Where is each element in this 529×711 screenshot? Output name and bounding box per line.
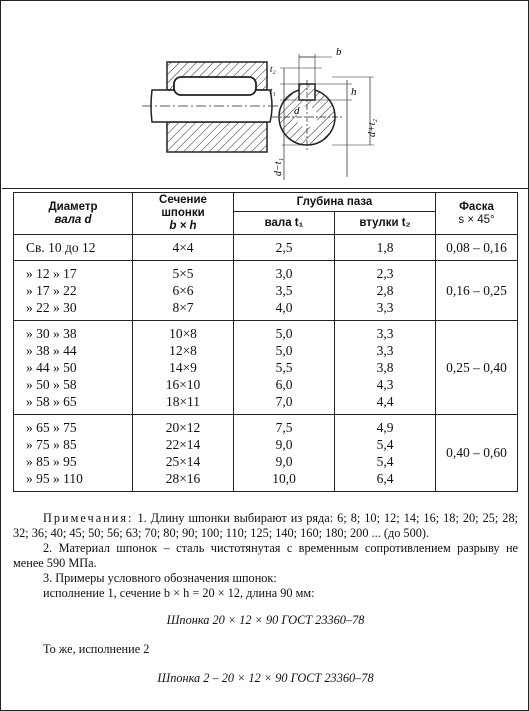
label-h: h (351, 86, 357, 98)
header-section (133, 193, 234, 235)
cell-shaft-depth: 4,0 (275, 300, 293, 315)
designation-1: Шпонка 20 × 12 × 90 ГОСТ 23360–78 (166, 613, 365, 627)
cell-shaft-depth: 9,0 (275, 454, 293, 469)
example-1: исполнение 1, сечение b × h = 20 × 12, длина 90 мм: (43, 586, 315, 600)
notes-title: Примечания: (43, 511, 134, 525)
cell-hub-depth: 1,8 (376, 240, 394, 255)
header-section-line3: b × h (169, 220, 197, 232)
cell-shaft-depth: 10,0 (272, 471, 296, 486)
cell-chamfer: 0,25 – 0,40 (436, 321, 518, 415)
cell-diameter: » 22 » 30 (26, 300, 77, 315)
cell-hub-depth: 2,3 (376, 266, 394, 281)
header-depth: Глубина паза (234, 193, 436, 212)
cell-section: 5×5 (172, 266, 194, 281)
header-chamfer-line2: s × 45° (458, 213, 495, 226)
cross-section-view (272, 54, 374, 180)
header-diameter-line2: вала d (54, 213, 92, 226)
cell-section-column (133, 235, 234, 261)
cell-section: 28×16 (165, 471, 201, 486)
cell-hub-depth: 3,3 (376, 300, 394, 315)
cell-diameter: » 58 » 65 (26, 394, 77, 409)
cell-shaft-depth: 5,0 (275, 343, 293, 358)
label-d-minus-t1: d−t₁ (273, 157, 284, 176)
cell-diameter: » 30 » 38 (26, 326, 77, 341)
cell-section: 18×11 (165, 394, 201, 409)
table-row-group (14, 321, 518, 415)
label-d: d (294, 105, 300, 117)
cell-shaft-depth: 9,0 (275, 437, 293, 452)
cell-shaft-depth: 6,0 (275, 377, 293, 392)
cell-hub-depth: 4,3 (376, 377, 394, 392)
label-b: b (336, 46, 342, 58)
label-t2: t₂ (270, 64, 276, 74)
cell-shaft-depth: 7,5 (275, 420, 293, 435)
cell-hub-depth: 4,9 (376, 420, 394, 435)
cell-shaft-depth: 3,0 (275, 266, 293, 281)
cell-diameter: » 44 » 50 (26, 360, 77, 375)
key-dimensions-table (13, 192, 518, 492)
cell-diameter-column (14, 261, 133, 321)
table-row-group (14, 261, 518, 321)
cell-shaft-depth-column (234, 415, 335, 492)
example-2: То же, исполнение 2 (43, 642, 150, 656)
cell-shaft-depth: 5,0 (275, 326, 293, 341)
header-section-line2: шпонки (161, 207, 205, 219)
header-chamfer (436, 193, 518, 235)
cell-hub-depth: 3,3 (376, 326, 394, 341)
cell-section: 10×8 (169, 326, 197, 341)
cell-chamfer: 0,40 – 0,60 (436, 415, 518, 492)
cell-section-column (133, 261, 234, 321)
designation-2: Шпонка 2 – 20 × 12 × 90 ГОСТ 23360–78 (157, 671, 374, 685)
cell-diameter: » 85 » 95 (26, 454, 77, 469)
cell-diameter: Св. 10 до 12 (26, 240, 96, 255)
cell-diameter: » 65 » 75 (26, 420, 77, 435)
note-1-text: 1. Длину шпонки выбирают из ряда: 6; 8; 10; 12; 14; 16; 18; 20; 25; 28; 32; 36; 40; 45; 50; 56; 63; 70; 80; 90; 100; 110; 125; 140; 160; 180; 200 ... (до 500). (13, 511, 519, 540)
cell-hub-depth: 5,4 (376, 454, 394, 469)
label-d-plus-t2: d+t₂ (367, 118, 378, 137)
cell-section: 25×14 (165, 454, 201, 469)
cell-shaft-depth-column (234, 321, 335, 415)
header-section-line1: Сечение (159, 194, 207, 206)
cell-section-column (133, 321, 234, 415)
cell-hub-depth-column (335, 235, 436, 261)
cell-chamfer: 0,08 – 0,16 (436, 235, 518, 261)
cell-diameter: » 38 » 44 (26, 343, 77, 358)
cell-shaft-depth-column (234, 261, 335, 321)
table-body (14, 235, 518, 492)
cell-shaft-depth: 3,5 (275, 283, 293, 298)
cell-hub-depth-column (335, 415, 436, 492)
note-2: 2. Материал шпонок – сталь чистотянутая с временным сопротивлением разрыву не менее 590 МПа. (13, 541, 518, 570)
cell-diameter-column (14, 235, 133, 261)
cell-hub-depth-column (335, 261, 436, 321)
keyway-drawing-svg (2, 2, 529, 188)
cell-section: 4×4 (172, 240, 194, 255)
cell-diameter: » 75 » 85 (26, 437, 77, 452)
cell-section: 20×12 (165, 420, 201, 435)
header-diameter-line1: Диаметр (48, 200, 98, 213)
cell-chamfer: 0,16 – 0,25 (436, 261, 518, 321)
notes-section (13, 511, 518, 686)
cell-diameter: » 17 » 22 (26, 283, 77, 298)
cell-section: 12×8 (169, 343, 197, 358)
cell-diameter-column (14, 321, 133, 415)
header-chamfer-line1: Фаска (459, 200, 494, 213)
cell-section: 14×9 (169, 360, 197, 375)
cell-diameter: » 95 » 110 (26, 471, 83, 486)
cell-shaft-depth: 5,5 (275, 360, 293, 375)
cell-section-column (133, 415, 234, 492)
table-header-row (14, 193, 518, 212)
cell-diameter: » 12 » 17 (26, 266, 77, 281)
cell-hub-depth: 6,4 (376, 471, 394, 486)
cell-section: 6×6 (172, 283, 194, 298)
table-row-group (14, 235, 518, 261)
cell-hub-depth: 5,4 (376, 437, 394, 452)
note-3: 3. Примеры условного обозначения шпонок: (43, 571, 277, 585)
cell-section: 16×10 (165, 377, 201, 392)
label-t1: t₁ (270, 86, 276, 96)
cell-shaft-depth: 7,0 (275, 394, 293, 409)
longitudinal-view (142, 62, 282, 152)
cell-hub-depth: 4,4 (376, 394, 394, 409)
cell-section: 22×14 (165, 437, 201, 452)
cell-hub-depth: 3,3 (376, 343, 394, 358)
header-diameter (14, 193, 133, 235)
cell-section: 8×7 (172, 300, 194, 315)
header-hub: втулки t₂ (335, 212, 436, 235)
table-row-group (14, 415, 518, 492)
header-shaft: вала t₁ (234, 212, 335, 235)
cell-shaft-depth-column (234, 235, 335, 261)
cell-hub-depth: 3,8 (376, 360, 394, 375)
cell-diameter: » 50 » 58 (26, 377, 77, 392)
keyway-drawing (2, 2, 529, 189)
cell-hub-depth-column (335, 321, 436, 415)
cell-hub-depth: 2,8 (376, 283, 394, 298)
cell-shaft-depth: 2,5 (275, 240, 293, 255)
note-1 (13, 511, 518, 541)
cell-diameter-column (14, 415, 133, 492)
